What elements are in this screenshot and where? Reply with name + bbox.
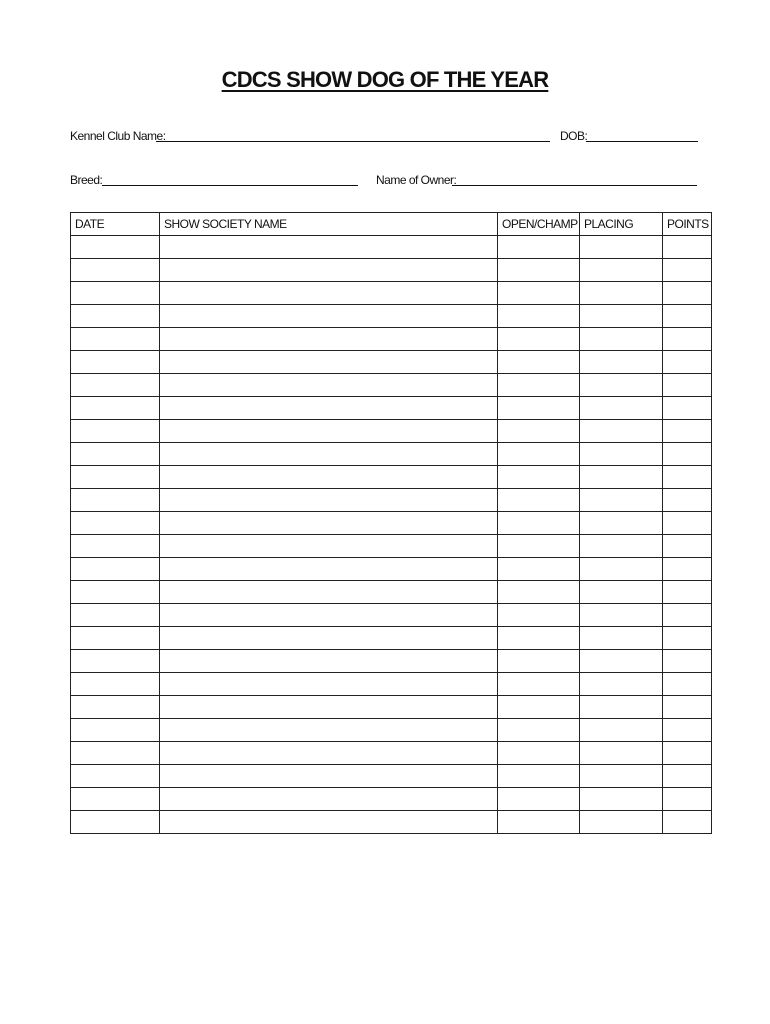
open-champ-cell[interactable] — [498, 673, 580, 696]
points-cell[interactable] — [663, 466, 712, 489]
placing-cell[interactable] — [580, 489, 663, 512]
open-champ-cell[interactable] — [498, 604, 580, 627]
points-cell[interactable] — [663, 374, 712, 397]
show-society-name-cell[interactable] — [160, 236, 498, 259]
show-society-name-cell[interactable] — [160, 512, 498, 535]
show-society-name-cell[interactable] — [160, 558, 498, 581]
show-society-name-cell[interactable] — [160, 466, 498, 489]
show-society-name-cell[interactable] — [160, 397, 498, 420]
date-cell[interactable] — [71, 535, 160, 558]
show-society-name-cell[interactable] — [160, 811, 498, 834]
placing-cell[interactable] — [580, 811, 663, 834]
form-title — [0, 66, 770, 94]
show-society-name-cell[interactable] — [160, 581, 498, 604]
placing-cell[interactable] — [580, 765, 663, 788]
open-champ-cell[interactable] — [498, 259, 580, 282]
points-cell[interactable] — [663, 627, 712, 650]
table-row — [71, 282, 712, 305]
date-cell[interactable] — [71, 489, 160, 512]
points-cell[interactable] — [663, 351, 712, 374]
date-cell[interactable] — [71, 236, 160, 259]
open-champ-cell[interactable] — [498, 558, 580, 581]
show-society-name-cell[interactable] — [160, 742, 498, 765]
table-row — [71, 558, 712, 581]
points-cell[interactable] — [663, 696, 712, 719]
placing-cell[interactable] — [580, 742, 663, 765]
show-society-name-cell[interactable] — [160, 535, 498, 558]
date-cell[interactable] — [71, 259, 160, 282]
points-cell[interactable] — [663, 489, 712, 512]
open-champ-cell[interactable] — [498, 236, 580, 259]
points-cell[interactable] — [663, 443, 712, 466]
points-cell[interactable] — [663, 282, 712, 305]
show-society-name-cell[interactable] — [160, 627, 498, 650]
points-cell[interactable] — [663, 512, 712, 535]
table-row — [71, 512, 712, 535]
date-cell[interactable] — [71, 742, 160, 765]
placing-cell[interactable] — [580, 512, 663, 535]
table-row — [71, 535, 712, 558]
show-society-name-cell[interactable] — [160, 420, 498, 443]
table-row — [71, 328, 712, 351]
show-society-name-cell[interactable] — [160, 788, 498, 811]
show-society-name-cell[interactable] — [160, 305, 498, 328]
points-cell[interactable] — [663, 305, 712, 328]
date-cell[interactable] — [71, 512, 160, 535]
open-champ-cell[interactable] — [498, 581, 580, 604]
table-row — [71, 581, 712, 604]
placing-cell[interactable] — [580, 328, 663, 351]
points-cell[interactable] — [663, 765, 712, 788]
date-cell[interactable] — [71, 696, 160, 719]
date-cell[interactable] — [71, 673, 160, 696]
points-cell[interactable] — [663, 535, 712, 558]
date-cell[interactable] — [71, 581, 160, 604]
table-row — [71, 374, 712, 397]
placing-cell[interactable] — [580, 627, 663, 650]
table-row — [71, 788, 712, 811]
open-champ-cell[interactable] — [498, 811, 580, 834]
points-cell[interactable] — [663, 581, 712, 604]
column-header-open-champ: OPEN/CHAMP — [498, 213, 580, 236]
table-row — [71, 765, 712, 788]
open-champ-cell[interactable] — [498, 397, 580, 420]
points-cell[interactable] — [663, 788, 712, 811]
date-cell[interactable] — [71, 282, 160, 305]
table-row — [71, 696, 712, 719]
table-row — [71, 673, 712, 696]
show-society-name-cell[interactable] — [160, 443, 498, 466]
name-of-owner-field[interactable] — [452, 185, 697, 186]
open-champ-cell[interactable] — [498, 420, 580, 443]
points-cell[interactable] — [663, 742, 712, 765]
dob-label: DOB: — [560, 129, 588, 143]
kennel-club-name-field[interactable] — [156, 141, 550, 142]
points-cell[interactable] — [663, 558, 712, 581]
open-champ-cell[interactable] — [498, 351, 580, 374]
column-header-placing: PLACING — [580, 213, 663, 236]
points-cell[interactable] — [663, 673, 712, 696]
show-society-name-cell[interactable] — [160, 282, 498, 305]
placing-cell[interactable] — [580, 673, 663, 696]
placing-cell[interactable] — [580, 650, 663, 673]
date-cell[interactable] — [71, 443, 160, 466]
placing-cell[interactable] — [580, 535, 663, 558]
date-cell[interactable] — [71, 351, 160, 374]
date-cell[interactable] — [71, 627, 160, 650]
show-society-name-cell[interactable] — [160, 489, 498, 512]
date-cell[interactable] — [71, 811, 160, 834]
placing-cell[interactable] — [580, 236, 663, 259]
open-champ-cell[interactable] — [498, 535, 580, 558]
form-title-text: CDCS SHOW DOG OF THE YEAR — [221, 67, 549, 92]
open-champ-cell[interactable] — [498, 650, 580, 673]
placing-cell[interactable] — [580, 719, 663, 742]
breed-label: Breed: — [70, 173, 103, 187]
placing-cell[interactable] — [580, 604, 663, 627]
show-society-name-cell[interactable] — [160, 351, 498, 374]
placing-cell[interactable] — [580, 282, 663, 305]
show-society-name-cell[interactable] — [160, 719, 498, 742]
date-cell[interactable] — [71, 765, 160, 788]
open-champ-cell[interactable] — [498, 305, 580, 328]
column-header-points: POINTS — [663, 213, 712, 236]
date-cell[interactable] — [71, 650, 160, 673]
points-cell[interactable] — [663, 397, 712, 420]
show-society-name-cell[interactable] — [160, 765, 498, 788]
placing-cell[interactable] — [580, 696, 663, 719]
open-champ-cell[interactable] — [498, 328, 580, 351]
placing-cell[interactable] — [580, 443, 663, 466]
placing-cell[interactable] — [580, 397, 663, 420]
date-cell[interactable] — [71, 305, 160, 328]
placing-cell[interactable] — [580, 305, 663, 328]
table-row — [71, 351, 712, 374]
date-cell[interactable] — [71, 328, 160, 351]
placing-cell[interactable] — [580, 558, 663, 581]
table-row — [71, 420, 712, 443]
table-row — [71, 650, 712, 673]
date-cell[interactable] — [71, 397, 160, 420]
dob-field[interactable] — [586, 141, 698, 142]
open-champ-cell[interactable] — [498, 443, 580, 466]
open-champ-cell[interactable] — [498, 282, 580, 305]
points-cell[interactable] — [663, 719, 712, 742]
table-row — [71, 305, 712, 328]
placing-cell[interactable] — [580, 259, 663, 282]
placing-cell[interactable] — [580, 788, 663, 811]
show-society-name-cell[interactable] — [160, 259, 498, 282]
placing-cell[interactable] — [580, 466, 663, 489]
open-champ-cell[interactable] — [498, 374, 580, 397]
table-row — [71, 466, 712, 489]
show-log-table — [70, 212, 712, 834]
points-cell[interactable] — [663, 420, 712, 443]
name-of-owner-label: Name of Owner: — [376, 173, 457, 187]
placing-cell[interactable] — [580, 374, 663, 397]
table-row — [71, 443, 712, 466]
show-society-name-cell[interactable] — [160, 374, 498, 397]
points-cell[interactable] — [663, 259, 712, 282]
open-champ-cell[interactable] — [498, 696, 580, 719]
points-cell[interactable] — [663, 328, 712, 351]
table-row — [71, 397, 712, 420]
table-row — [71, 719, 712, 742]
open-champ-cell[interactable] — [498, 627, 580, 650]
table-header-row — [71, 213, 712, 236]
open-champ-cell[interactable] — [498, 489, 580, 512]
table-row — [71, 259, 712, 282]
table-row — [71, 236, 712, 259]
show-society-name-cell[interactable] — [160, 328, 498, 351]
date-cell[interactable] — [71, 604, 160, 627]
table-body — [71, 236, 712, 834]
placing-cell[interactable] — [580, 420, 663, 443]
date-cell[interactable] — [71, 558, 160, 581]
table-row — [71, 489, 712, 512]
open-champ-cell[interactable] — [498, 466, 580, 489]
show-society-name-cell[interactable] — [160, 696, 498, 719]
points-cell[interactable] — [663, 604, 712, 627]
column-header-date: DATE — [71, 213, 160, 236]
show-society-name-cell[interactable] — [160, 604, 498, 627]
open-champ-cell[interactable] — [498, 765, 580, 788]
date-cell[interactable] — [71, 374, 160, 397]
table-row — [71, 811, 712, 834]
table-row — [71, 604, 712, 627]
table-row — [71, 742, 712, 765]
column-header-show-society-name: SHOW SOCIETY NAME — [160, 213, 498, 236]
show-society-name-cell[interactable] — [160, 673, 498, 696]
breed-field[interactable] — [102, 185, 358, 186]
kennel-club-name-label: Kennel Club Name: — [70, 129, 166, 143]
open-champ-cell[interactable] — [498, 512, 580, 535]
date-cell[interactable] — [71, 466, 160, 489]
points-cell[interactable] — [663, 650, 712, 673]
date-cell[interactable] — [71, 420, 160, 443]
date-cell[interactable] — [71, 719, 160, 742]
points-cell[interactable] — [663, 236, 712, 259]
open-champ-cell[interactable] — [498, 788, 580, 811]
open-champ-cell[interactable] — [498, 719, 580, 742]
placing-cell[interactable] — [580, 581, 663, 604]
points-cell[interactable] — [663, 811, 712, 834]
table-row — [71, 627, 712, 650]
placing-cell[interactable] — [580, 351, 663, 374]
open-champ-cell[interactable] — [498, 742, 580, 765]
show-society-name-cell[interactable] — [160, 650, 498, 673]
date-cell[interactable] — [71, 788, 160, 811]
